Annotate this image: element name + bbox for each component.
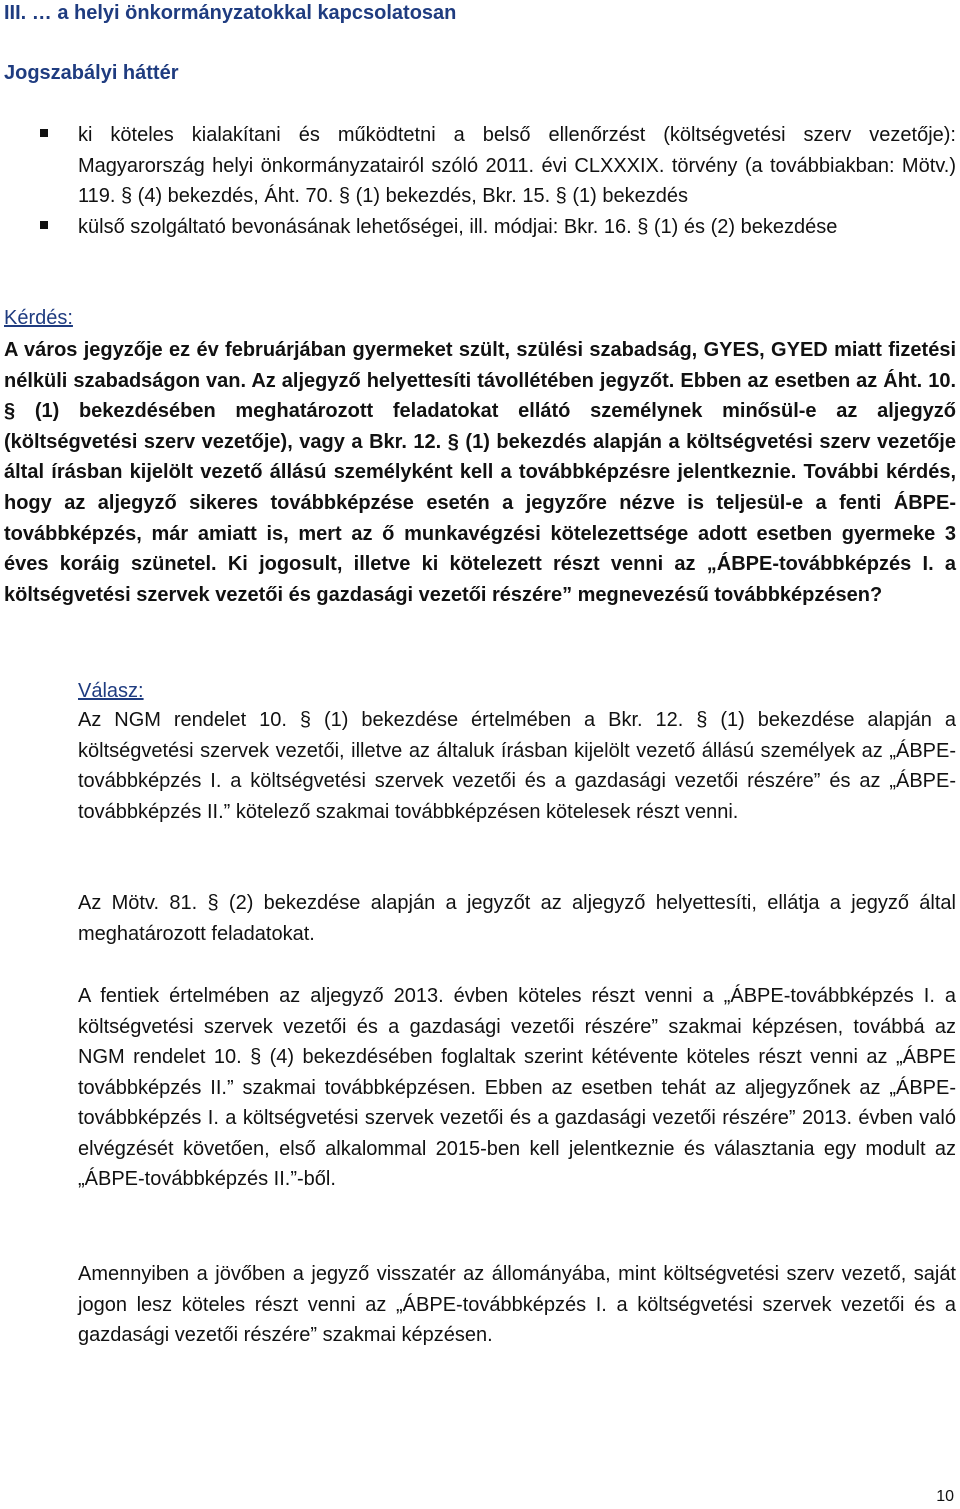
- list-item-text: ki köteles kialakítani és működtetni a belső ellenőrzést (költségvetési szerv vezetője): Magyarország helyi önkormányzatairól szóló 2011. évi CLXXXIX. törvény (a továbbiakban: Mötv.) 119. § (4) bekezdés, Áht. 70. § (1) bekezdés, Bkr. 15. § (1) bekezdés: [78, 124, 956, 207]
- answer-paragraph: Az NGM rendelet 10. § (1) bekezdése értelmében a Bkr. 12. § (1) bekezdése alapján a költségvetési szervek vezetői, illetve az általuk írásban kijelölt vezető állású személyek az „ÁBPE-továbbképzés I. a költségvetési szervek vezetői és a gazdasági vezetői részére” és az „ÁBPE-továbbképzés II.” kötelező szakmai továbbképzésen kötelesek részt venni.: [78, 709, 956, 823]
- subsection-title: Jogszabályi háttér: [4, 62, 179, 84]
- question-label: Kérdés:: [4, 307, 73, 329]
- answer-paragraph: A fentiek értelmében az aljegyző 2013. évben köteles részt venni a „ÁBPE-továbbképzés I. a költségvetési szervek vezetői és a gazdasági vezetői részére” szakmai képzésen, továbbá az NGM rendelet 10. § (4) bekezdésében foglaltak szerint kétévente köteles részt venni az „ÁBPE továbbképzés II.” szakmai továbbképzésen. Ebben az esetben tehát az aljegyzőnek az „ÁBPE-továbbképzés I. a költségvetési szervek vezetői és a gazdasági vezetői részére” 2013. évben való elvégzését követően, első alkalommal 2015-ben kell jelentkeznie és választania egy modult az „ÁBPE-továbbképzés II.”-ből.: [78, 985, 956, 1190]
- section-title: III. … a helyi önkormányzatokkal kapcsolatosan: [4, 2, 457, 24]
- list-item: [0, 120, 960, 212]
- list-item: [0, 212, 960, 243]
- legal-background-list: [0, 120, 960, 242]
- answer-label: Válasz:: [78, 680, 144, 702]
- answer-paragraph: Amennyiben a jövőben a jegyző visszatér az állományába, mint költségvetési szerv vezető, saját jogon lesz köteles részt venni az „ÁBPE-továbbképzés I. a költségvetési szervek vezetői és a gazdasági vezetői részére” szakmai képzésen.: [78, 1263, 956, 1346]
- square-bullet-icon: [40, 221, 48, 229]
- page-number: 10: [936, 1488, 954, 1505]
- question-text: A város jegyzője ez év februárjában gyermeket szült, szülési szabadság, GYES, GYED miatt fizetési nélküli szabadságon van. Az aljegyző helyettesíti távollétében jegyzőt. Ebben az esetben az Áht. 10. § (1) bekezdésében meghatározott feladatokat ellátó személynek minősül-e az aljegyző (költségvetési szerv vezetője), vagy a Bkr. 12. § (1) bekezdés alapján a költségvetési szerv vezetője által írásban kijelölt vezető állású személyként kell a továbbképzésre jelentkeznie. További kérdés, hogy az aljegyző sikeres továbbképzése esetén a jegyzőre nézve is teljesül-e a fenti ÁBPE- továbbképzés, már amiatt is, mert az ő munkavégzési kötelezettsége adott esetben gyermeke 3 éves koráig szünetel. Ki jogosult, illetve ki kötelezett részt venni az „ÁBPE-továbbképzés I. a költségvetési szervek vezetői és gazdasági vezetői részére” megnevezésű továbbképzésen?: [4, 339, 956, 606]
- answer-paragraph: Az Mötv. 81. § (2) bekezdése alapján a jegyzőt az aljegyző helyettesíti, ellátja a jegyző által meghatározott feladatokat.: [78, 892, 956, 945]
- list-item-text: külső szolgáltató bevonásának lehetőségei, ill. módjai: Bkr. 16. § (1) és (2) bekezdése: [78, 215, 838, 238]
- square-bullet-icon: [40, 129, 48, 137]
